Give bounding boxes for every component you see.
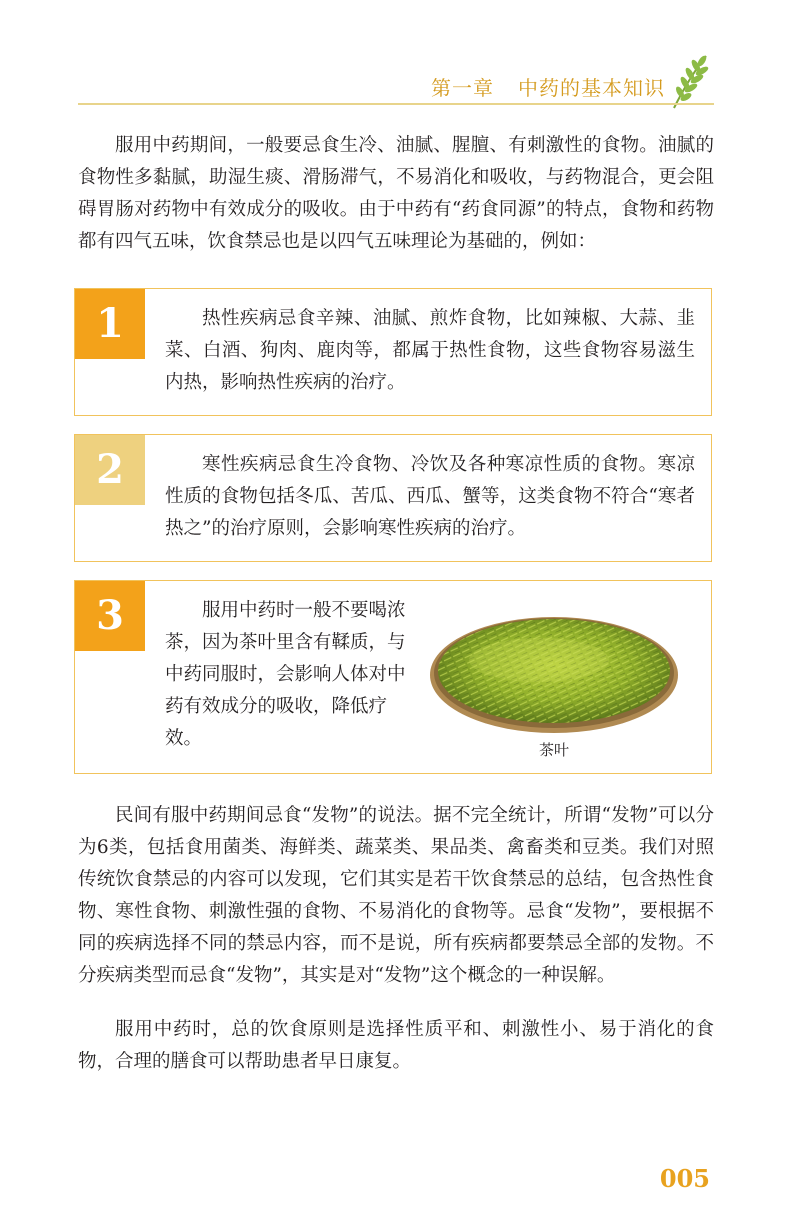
tip-text-3: 服用中药时一般不要喝浓茶，因为茶叶里含有鞣质，与中药同服时，会影响人体对中药有效成分的吸收，降低疗效。 — [165, 600, 406, 749]
chapter-label: 第一章 — [431, 76, 494, 100]
page-number: 005 — [659, 1164, 710, 1193]
tip-number-2: 2 — [75, 435, 145, 505]
page-header — [0, 0, 800, 110]
chapter-heading — [431, 72, 665, 101]
tea-leaves-image — [429, 605, 679, 735]
chapter-title: 中药的基本知识 — [518, 76, 665, 100]
tea-caption: 茶叶 — [538, 741, 569, 759]
header-divider — [78, 103, 714, 105]
tip-box-2 — [74, 434, 712, 562]
tip-number-3: 3 — [75, 581, 145, 651]
tip-text-1: 热性疾病忌食辛辣、油腻、煎炸食物，比如辣椒、大蒜、韭菜、白酒、狗肉、鹿肉等，都属于热性食物，这些食物容易滋生内热，影响热性疾病的治疗。 — [165, 308, 695, 393]
tip-text-2: 寒性疾病忌食生冷食物、冷饮及各种寒凉性质的食物。寒凉性质的食物包括冬瓜、苦瓜、西瓜、蟹等，这类食物不符合“寒者热之”的治疗原则，会影响寒性疾病的治疗。 — [165, 454, 695, 539]
fawu-paragraph: 民间有服中药期间忌食“发物”的说法。据不完全统计，所谓“发物”可以分为6类，包括食用菌类、海鲜类、蔬菜类、果品类、禽畜类和豆类。我们对照传统饮食禁忌的内容可以发现，它们其实是若干饮食禁忌的总结，包含热性食物、寒性食物、刺激性强的食物、不易消化的食物等。忌食“发物”，要根据不同的疾病选择不同的禁忌内容，而不是说，所有疾病都要禁忌全部的发物。不分疾病类型而忌食“发物”，其实是对“发物”这个概念的一种误解。 — [78, 805, 714, 986]
tip-box-1 — [74, 288, 712, 416]
wheat-leaf-icon — [668, 52, 712, 110]
tip-number-1: 1 — [75, 289, 145, 359]
tea-figure — [429, 605, 679, 761]
tip-box-3 — [74, 580, 712, 774]
principle-paragraph: 服用中药时，总的饮食原则是选择性质平和、刺激性小、易于消化的食物，合理的膳食可以帮助患者早日康复。 — [78, 1019, 714, 1072]
intro-paragraph: 服用中药期间，一般要忌食生冷、油腻、腥膻、有刺激性的食物。油腻的食物性多黏腻，助湿生痰、滑肠滞气，不易消化和吸收，与药物混合，更会阻碍胃肠对药物中有效成分的吸收。由于中药有“药食同源”的特点，食物和药物都有四气五味，饮食禁忌也是以四气五味理论为基础的，例如： — [78, 135, 714, 252]
